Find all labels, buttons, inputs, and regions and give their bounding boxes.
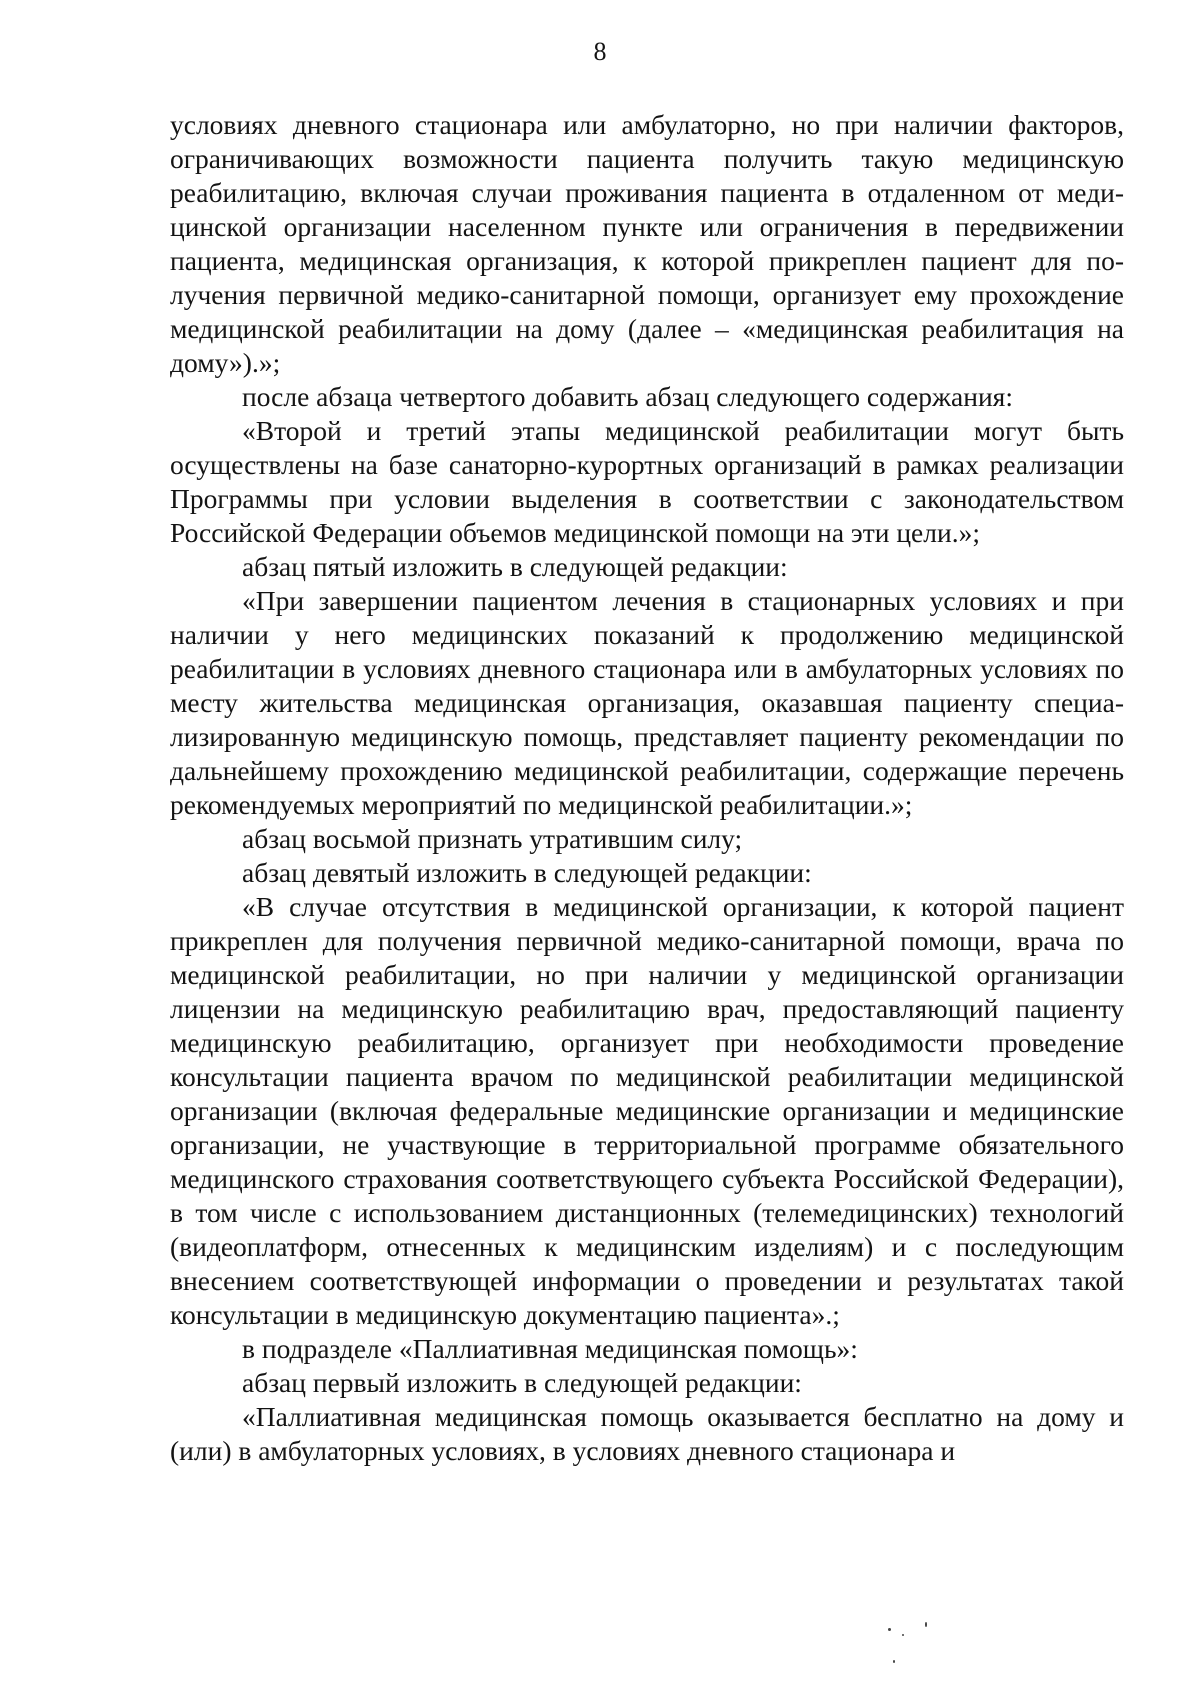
paragraph: в подразделе «Паллиативная медицинская помощь»: bbox=[242, 1333, 858, 1364]
paragraph: абзац первый изложить в следующей редакции: bbox=[242, 1367, 802, 1398]
scan-speck bbox=[893, 1660, 895, 1663]
document-body bbox=[170, 108, 1124, 1468]
paragraph: «Второй и третий этапы медицинской реабилитации могут быть осуществлены на базе санаторно-курортных организаций в рамках реализации Программы при условии выделения в соответствии с законодательством Российской Федерации объемов медицинской помощи на эти цели.»; bbox=[170, 415, 1124, 548]
paragraph: условиях дневного стационара или амбулаторно, но при наличии факторов, ограничивающих возможности пациента получить такую медицинскую реабилитацию, включая случаи проживания пациента в отдаленном от медицинской организации населенном пункте или ограничения в передвижении пациента, медицинская организация, к которой прикреплен пациент для получения первичной медико-санитарной помощи, организует ему прохождение медицинской реабилитации на дому (далее – «медицинская реабилитация на дому»).»; bbox=[170, 109, 1124, 378]
scan-speck bbox=[902, 1634, 904, 1636]
paragraph: абзац пятый изложить в следующей редакции: bbox=[242, 551, 788, 582]
paragraph: абзац девятый изложить в следующей редакции: bbox=[242, 857, 812, 888]
paragraph-last: «Паллиативная медицинская помощь оказывается бесплатно на дому и (или) в амбулаторных условиях, в условиях дневного стационара и bbox=[170, 1401, 1124, 1466]
paragraph: абзац восьмой признать утратившим силу; bbox=[242, 823, 743, 854]
scan-speck bbox=[925, 1622, 927, 1627]
scan-speck bbox=[888, 1628, 891, 1631]
paragraph: после абзаца четвертого добавить абзац следующего содержания: bbox=[242, 381, 1013, 412]
paragraph: «В случае отсутствия в медицинской организации, к которой пациент прикреплен для получения первичной медико-санитарной помощи, врача по медицинской реабилитации, но при наличии у медицинской организации лицензии на медицинскую реабилитацию врач, предоставляющий пациенту медицинскую реабилитацию, организует при необходимости проведение консультации пациента врачом по медицинской реабилитации медицинской организации (включая федеральные медицинские организации и медицинские организации, не участвующие в территориальной программе обязательного медицинского страхования соответствующего субъекта Российской Федерации), в том числе с использованием дистанционных (телемедицинских) технологий (видеоплатформ, отнесенных к медицинским изделиям) и с последующим внесением соответствующей информации о проведении и результатах такой консультации в медицинскую документацию пациента».; bbox=[170, 891, 1124, 1330]
paragraph: «При завершении пациентом лечения в стационарных условиях и при наличии у него медицинских показаний к продолжению медицинской реабилитации в условиях дневного стационара или в амбулаторных условиях по месту жительства медицинская организация, оказавшая пациенту специализированную медицинскую помощь, представляет пациенту рекомендации по дальнейшему прохождению медицинской реабилитации, содержащие перечень рекомендуемых мероприятий по медицинской реабилитации.»; bbox=[170, 585, 1124, 820]
page-number: 8 bbox=[593, 37, 607, 66]
